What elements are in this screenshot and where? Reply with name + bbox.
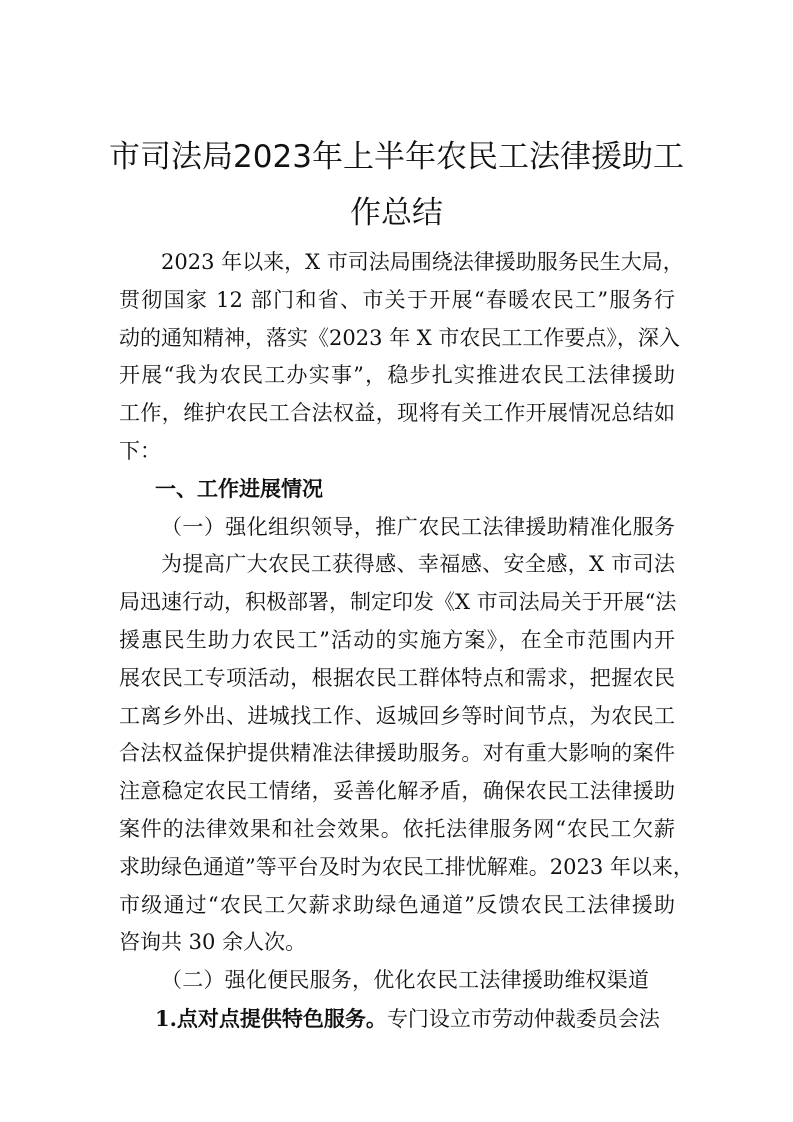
text-line: 2023 年以来，X 市司法局围绕法律援助服务民生大局， xyxy=(161,250,684,274)
text-line: 局迅速行动，积极部署，制定印发《X 市司法局关于开展“法 xyxy=(119,590,677,615)
text-line: 市级通过“农民工欠薪求助绿色通道”反馈农民工法律援助 xyxy=(119,892,675,917)
text-line: 援惠民生助力农民工”活动的实施方案》，在全市范围内开 xyxy=(119,627,675,652)
section-heading: 一、工作进展情况 xyxy=(155,476,323,501)
text-line: 咨询共 30 余人次。 xyxy=(119,930,307,955)
text-line: 工离乡外出、进城找工作、返城回乡等时间节点，为农民工 xyxy=(119,703,675,728)
text-line: 工作，维护农民工合法权益，现将有关工作开展情况总结如 xyxy=(119,401,675,426)
document-body xyxy=(119,244,694,1038)
text-line: 案件的法律效果和社会效果。依托法律服务网“农民工欠薪 xyxy=(119,816,675,841)
text-line: 为提高广大农民工获得感、幸福感、安全感，X 市司法 xyxy=(161,552,675,577)
text-line: 展农民工专项活动，根据农民工群体特点和需求，把握农民 xyxy=(119,665,675,690)
text-line: 开展“我为农民工办实事”，稳步扎实推进农民工法律援助 xyxy=(119,363,675,388)
text-line: 注意稳定农民工情绪，妥善化解矛盾，确保农民工法律援助 xyxy=(119,779,675,804)
text-line: 下： xyxy=(119,438,161,463)
subsection-heading: （一）强化组织领导，推广农民工法律援助精准化服务 xyxy=(161,514,675,539)
subsection-1-paragraph xyxy=(119,546,694,962)
subsection-heading: （二）强化便民服务，优化农民工法律援助维权渠道 xyxy=(161,968,649,993)
text-line: 动的通知精神，落实《2023 年 X 市农民工工作要点》，深入 xyxy=(119,325,680,350)
list-item-title: 1.点对点提供特色服务。 xyxy=(155,1005,387,1031)
document-title-line-2: 作总结 xyxy=(350,195,443,231)
list-item-text: 专门设立市劳动仲裁委员会法 xyxy=(386,1006,660,1031)
document-title-line-1: 市司法局2023年上半年农民工法律援助工 xyxy=(109,139,684,175)
text-line: 合法权益保护提供精准法律援助服务。对有重大影响的案件 xyxy=(119,741,675,766)
text-line: 贯彻国家 12 部门和省、市关于开展“春暖农民工”服务行 xyxy=(119,287,675,312)
text-line: 求助绿色通道”等平台及时为农民工排忧解难。2023 年以来， xyxy=(119,854,694,879)
list-item xyxy=(119,1000,675,1038)
intro-paragraph xyxy=(119,244,684,471)
